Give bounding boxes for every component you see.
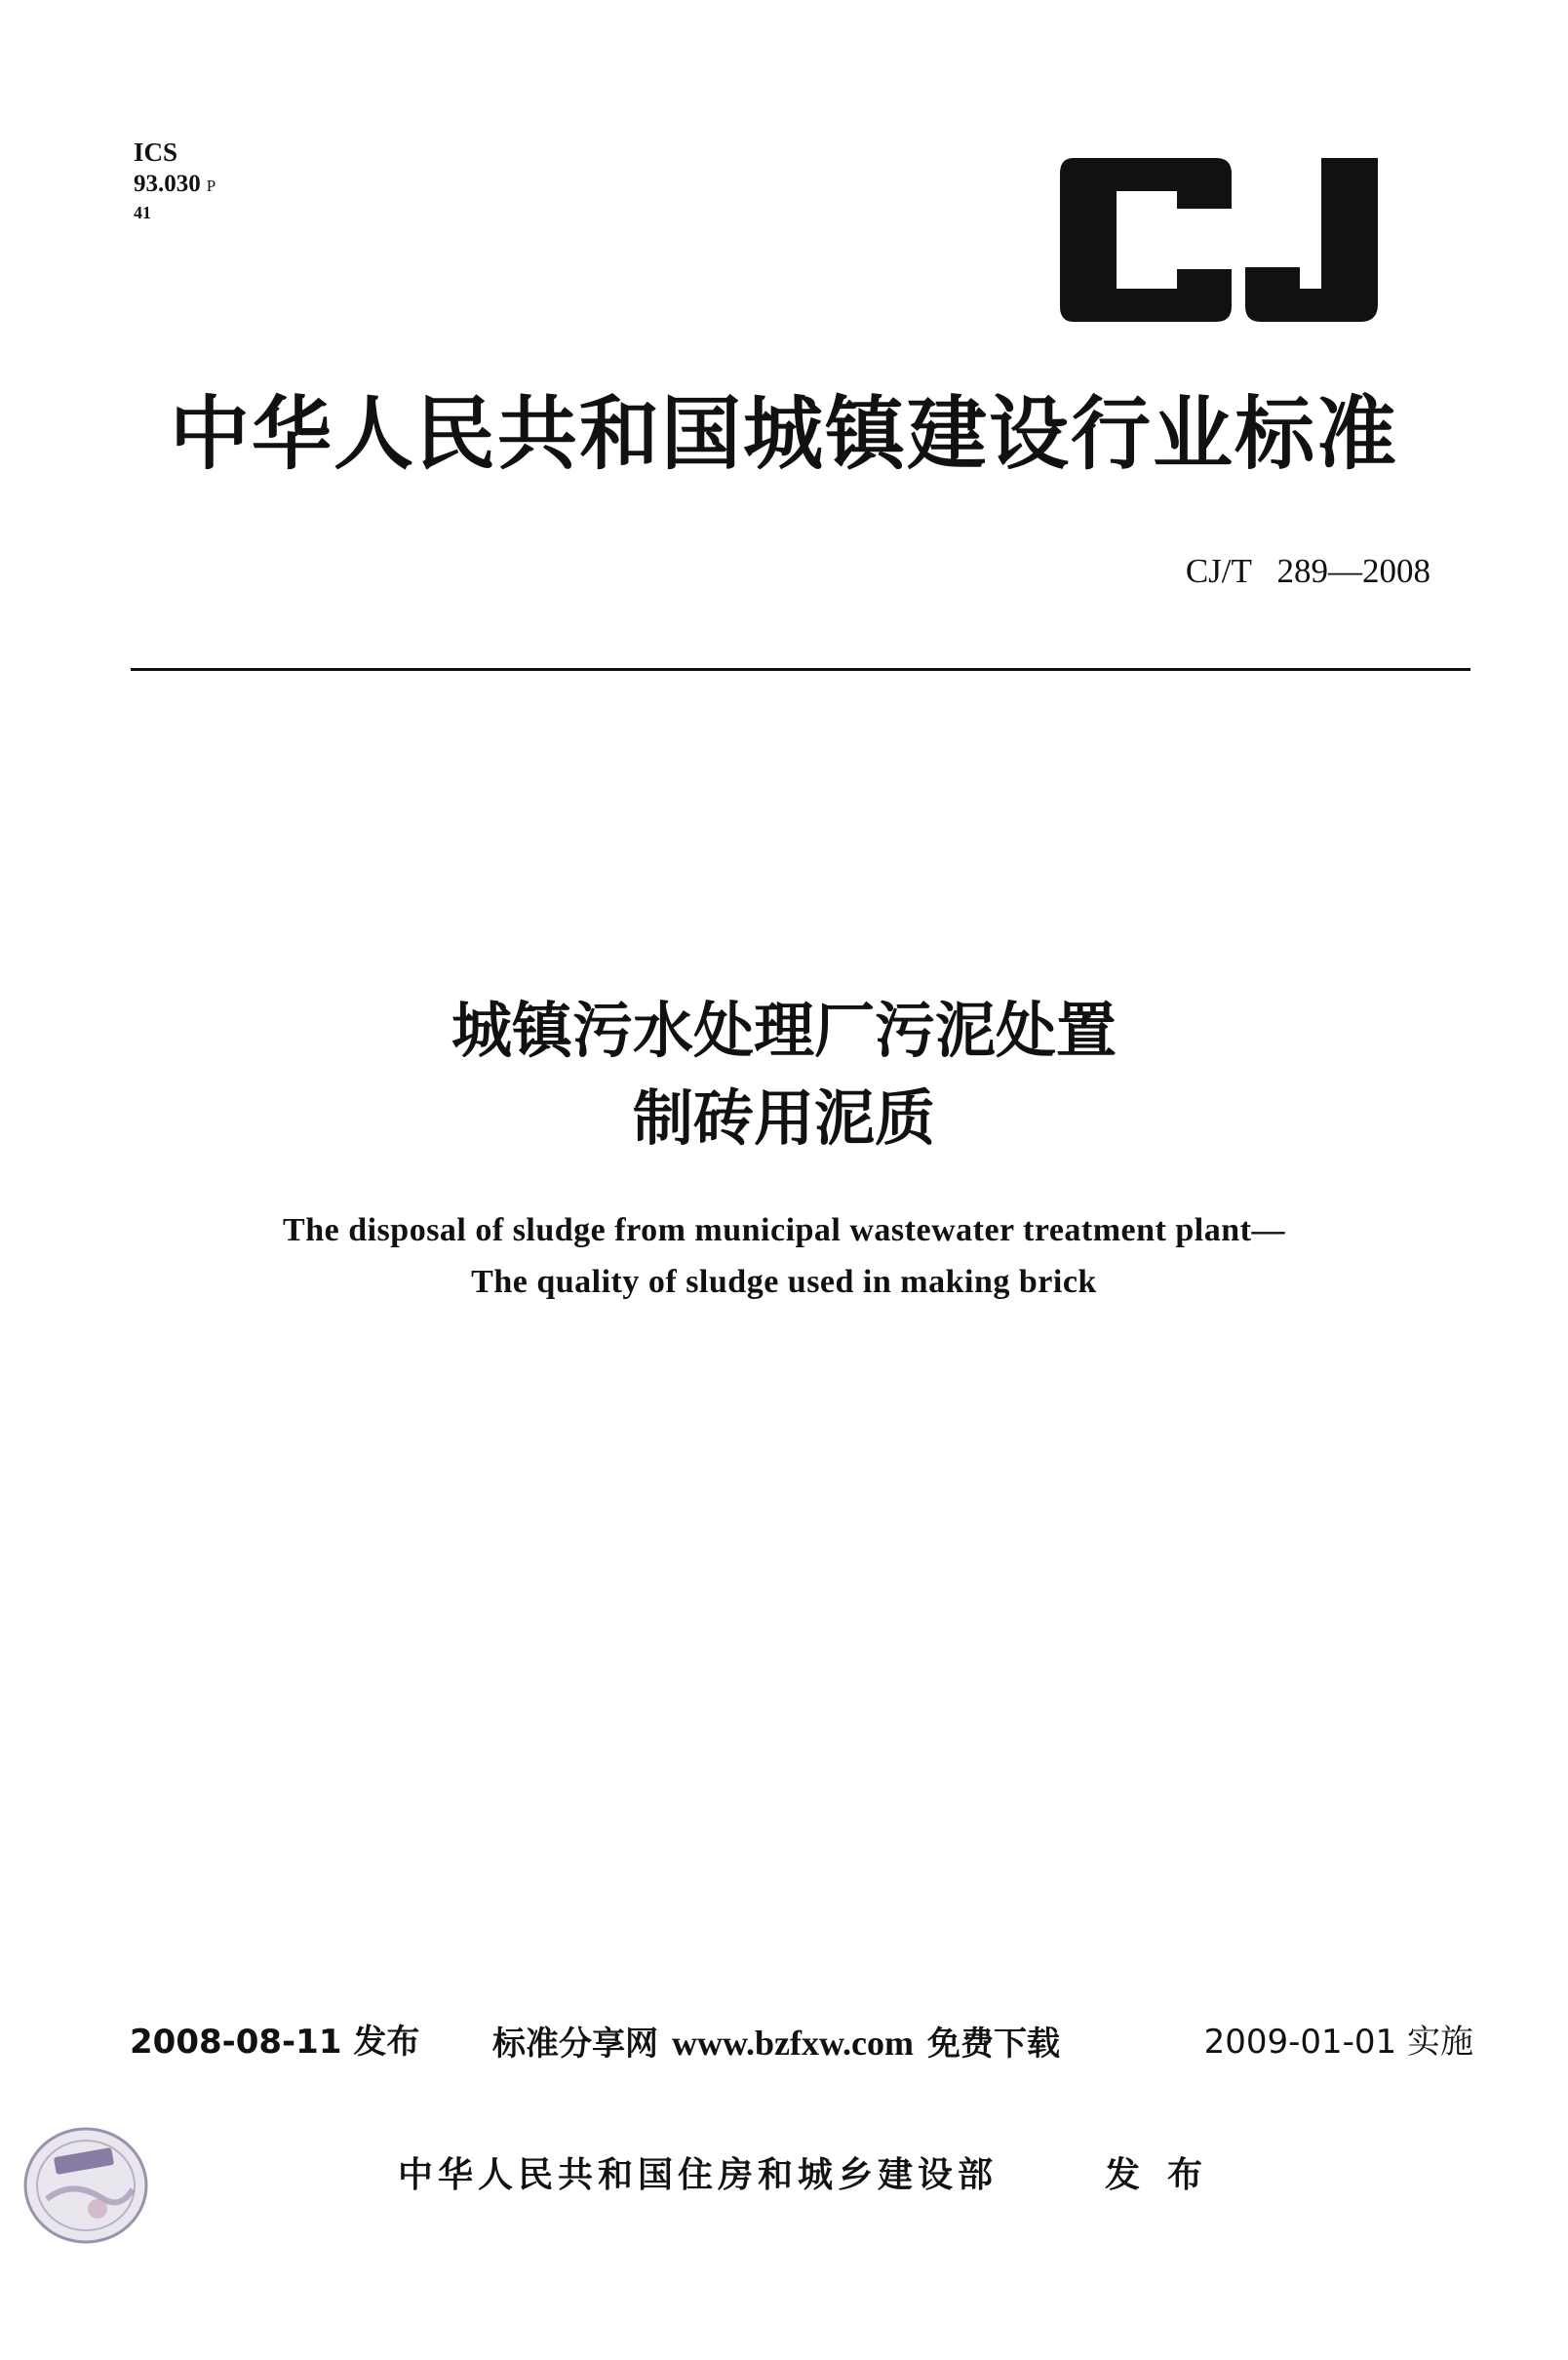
ics-code: 93.030 bbox=[134, 171, 201, 197]
cn-title-line-1: 城镇污水处理厂污泥处置 bbox=[451, 995, 1117, 1066]
library-stamp-icon bbox=[18, 2121, 154, 2248]
standard-number: CJ/T 289—2008 bbox=[1185, 552, 1431, 590]
en-title-line-1: The disposal of sludge from municipal wastewater treatment plant— bbox=[283, 1212, 1285, 1248]
site-suffix: 免费下载 bbox=[926, 2025, 1060, 2064]
issue-date: 2008-08-11 发布 bbox=[130, 2023, 420, 2062]
download-site-notice bbox=[492, 2024, 1060, 2064]
ics-code-line bbox=[134, 172, 216, 196]
ics-classification bbox=[134, 139, 216, 221]
en-title-line-2: The quality of sludge used in making brick bbox=[471, 1264, 1097, 1300]
publisher: 中华人民共和国住房和城乡建设部 bbox=[398, 2155, 999, 2195]
site-name: 标准分享网 bbox=[492, 2025, 658, 2064]
publish-label: 发布 bbox=[1105, 2155, 1231, 2195]
cj-logo bbox=[1060, 158, 1380, 322]
ics-sub-code: 41 bbox=[134, 203, 151, 222]
header-divider bbox=[131, 668, 1470, 671]
ics-code-suffix: P bbox=[206, 177, 216, 195]
standard-category-title: 中华人民共和国城镇建设行业标准 bbox=[169, 388, 1398, 481]
site-url: www.bzfxw.com bbox=[672, 2024, 914, 2063]
implementation-date: 2009-01-01 实施 bbox=[1203, 2023, 1473, 2062]
cn-title-line-2: 制砖用泥质 bbox=[632, 1082, 935, 1154]
ics-label: ICS bbox=[134, 138, 178, 167]
